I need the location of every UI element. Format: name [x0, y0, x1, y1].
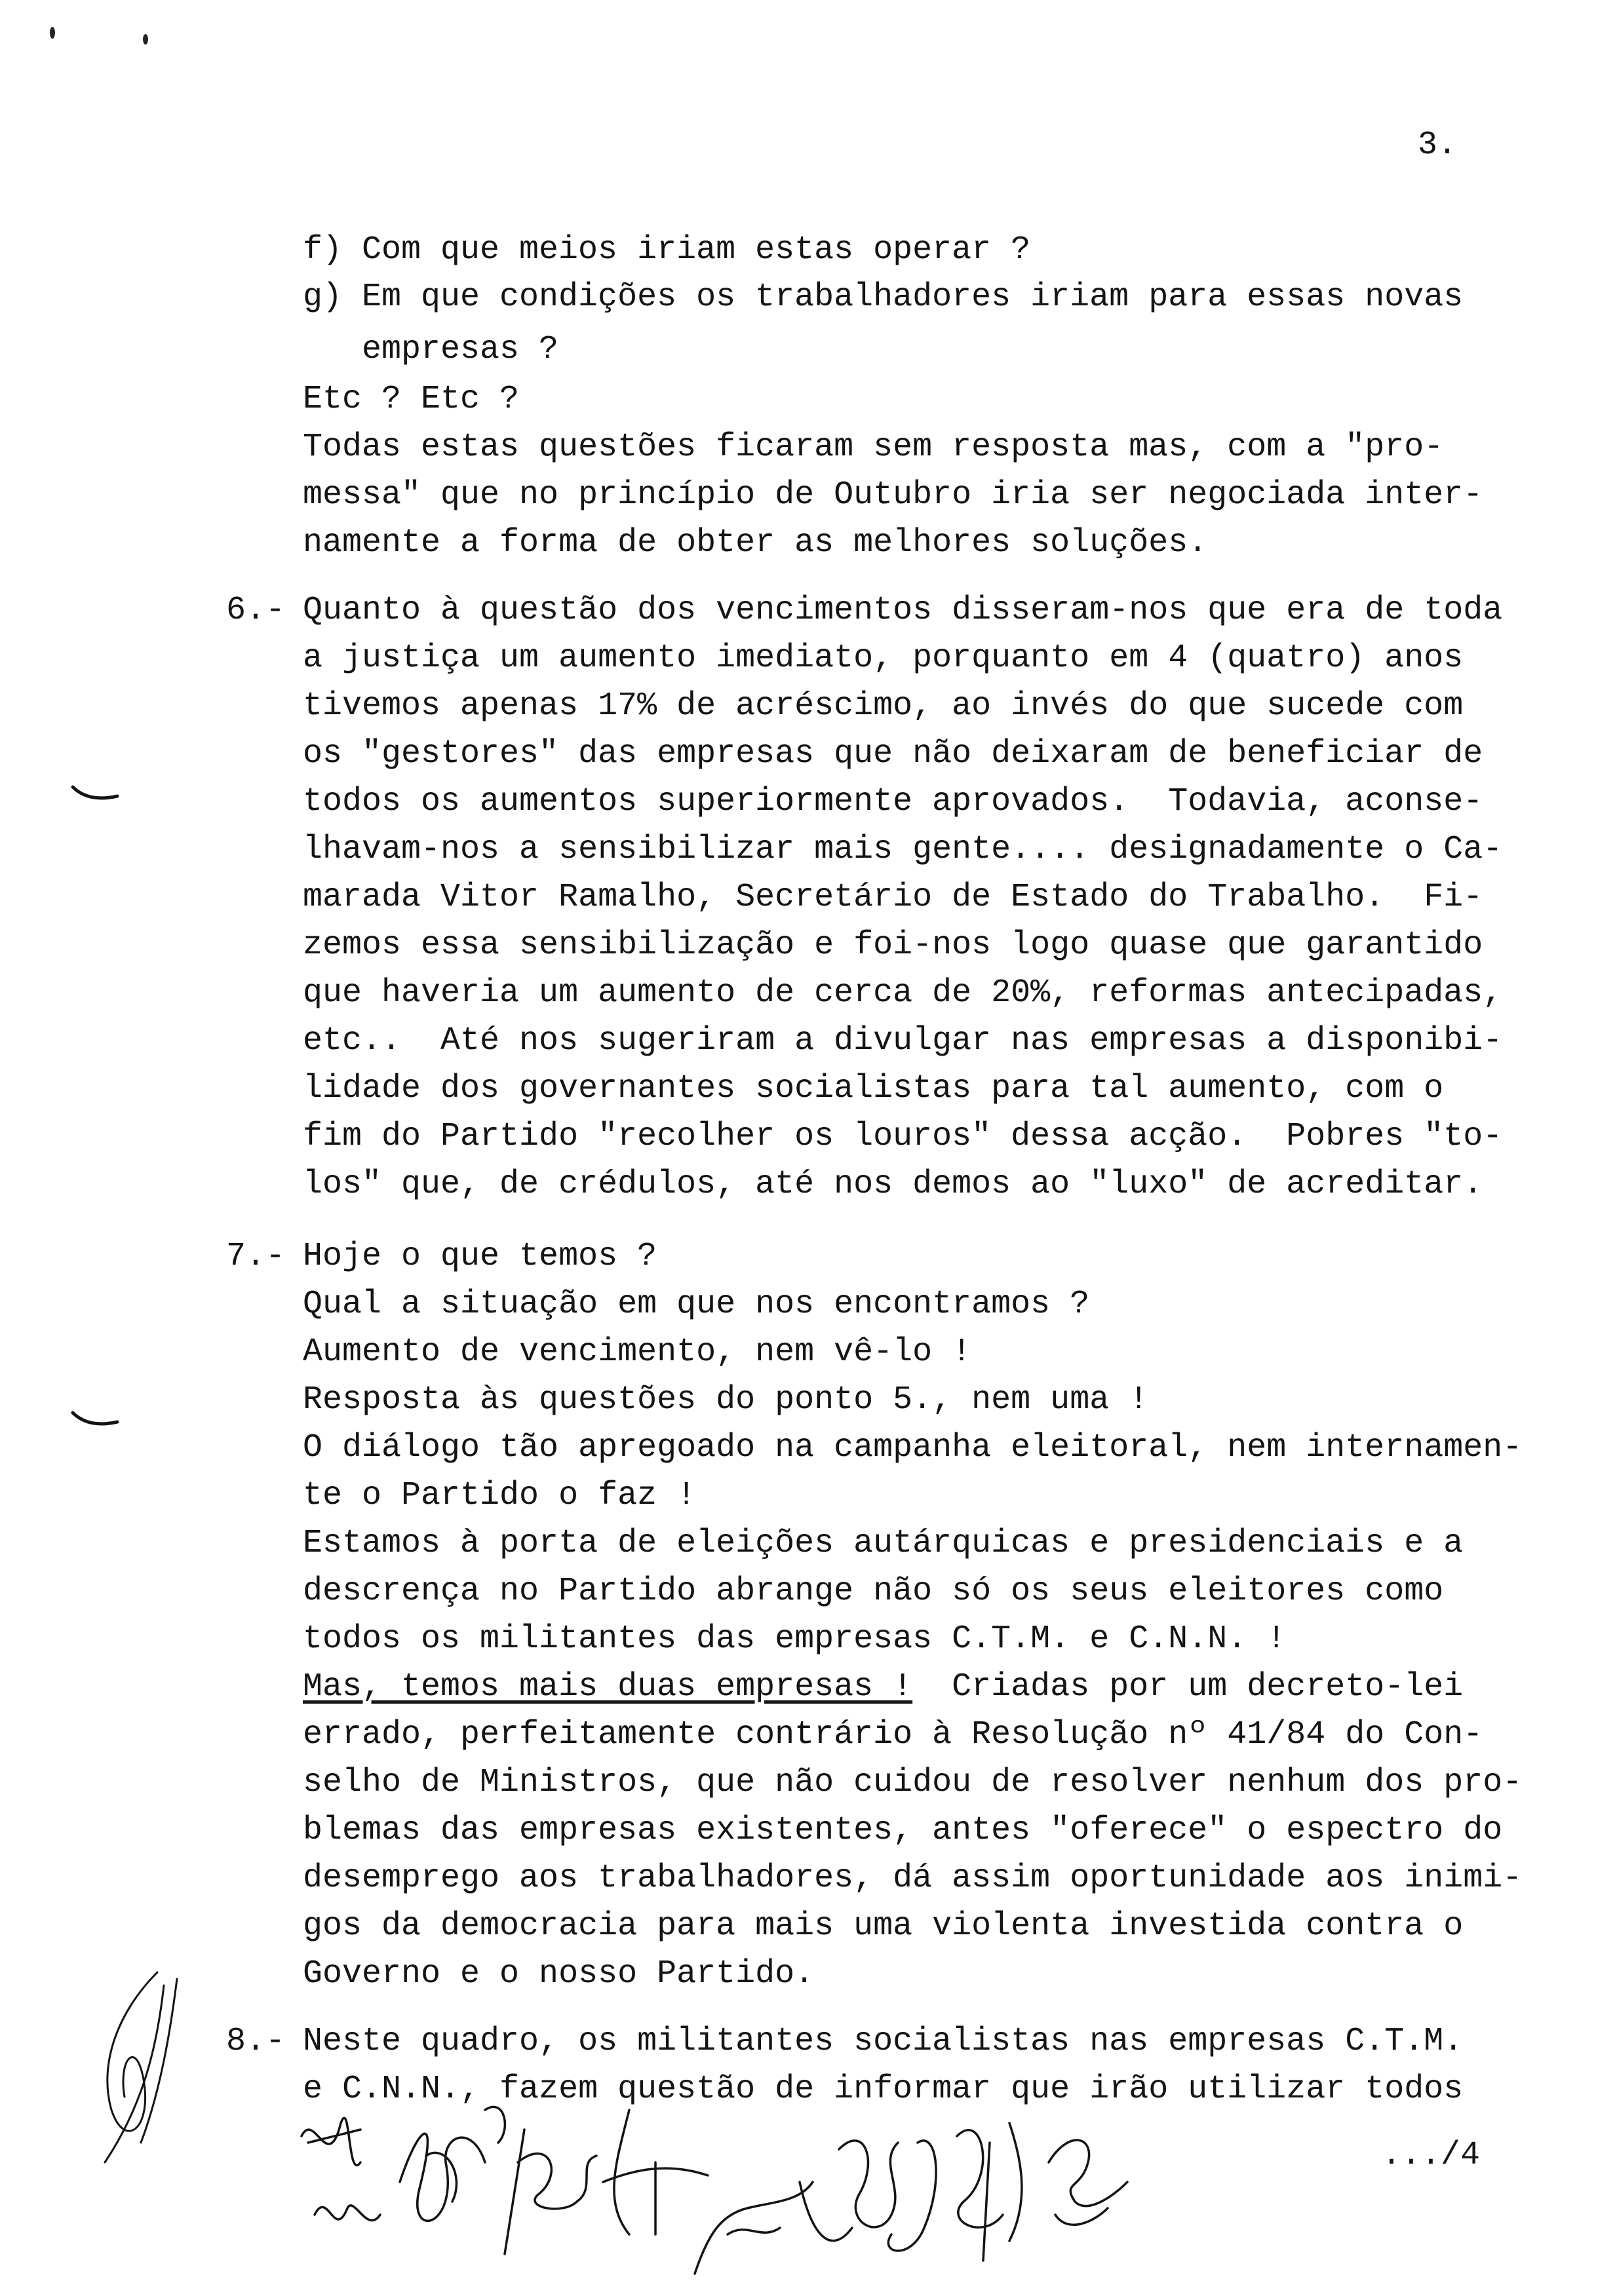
section-6-line: lidade dos governantes socialistas para tal aumento, com o [303, 1070, 1444, 1107]
section-8-line: e C.N.N., fazem questão de informar que irão utilizar todos [303, 2071, 1464, 2108]
item-g-text-cont: empresas ? [362, 331, 559, 368]
section-8-line: Neste quadro, os militantes socialistas nas empresas C.T.M. [303, 2023, 1464, 2060]
section-7-line: blemas das empresas existentes, antes "oferece" o espectro do [303, 1812, 1503, 1849]
section-6-line: zemos essa sensibilização e foi-nos logo quase que garantido [303, 927, 1483, 964]
section-7-line: desemprego aos trabalhadores, dá assim oportunidade aos inimi- [303, 1860, 1523, 1897]
summary-line: namente a forma de obter as melhores soluções. [303, 524, 1208, 562]
underlined-rest: Criadas por um decreto-lei [912, 1668, 1464, 1706]
section-6-line: os "gestores" das empresas que não deixaram de beneficiar de [303, 735, 1483, 773]
section-7-line: O diálogo tão apregoado na campanha eleitoral, nem internamen- [303, 1429, 1523, 1466]
section-7-line: Estamos à porta de eleições autárquicas e presidenciais e a [303, 1525, 1464, 1562]
section-7-line: errado, perfeitamente contrário à Resolução nº 41/84 do Con- [303, 1716, 1483, 1753]
item-f-label: f) [303, 231, 343, 269]
margin-initials-signature [79, 1959, 197, 2169]
margin-check-mark [69, 783, 121, 809]
margin-check-mark [69, 1409, 121, 1435]
section-6-line: a justiça um aumento imediato, porquanto em 4 (quatro) anos [303, 640, 1464, 677]
signatures-row [288, 2084, 1140, 2293]
section-6-line: que haveria um aumento de cerca de 20%, reformas antecipadas, [303, 974, 1503, 1012]
section-6-line: lhavam-nos a sensibilizar mais gente.... designadamente o Ca- [303, 831, 1503, 868]
section-7-line: Resposta às questões do ponto 5., nem uma ! [303, 1381, 1149, 1419]
section-6-line: fim do Partido "recolher os louros" dessa acção. Pobres "to- [303, 1118, 1503, 1155]
summary-line: Todas estas questões ficaram sem resposta mas, com a "pro- [303, 429, 1444, 466]
item-f-text: Com que meios iriam estas operar ? [362, 231, 1031, 269]
section-7-line: Qual a situação em que nos encontramos ? [303, 1286, 1090, 1323]
section-7-line: Governo e o nosso Partido. [303, 1955, 815, 1993]
section-7-line-underlined [303, 1668, 1463, 1707]
section-7-number: 7.- [226, 1238, 286, 1275]
section-7-line: todos os militantes das empresas C.T.M. e C.N.N. ! [303, 1620, 1287, 1658]
item-g-label: g) [303, 278, 343, 316]
continuation-marker: .../4 [1382, 2137, 1481, 2174]
section-8-number: 8.- [226, 2023, 286, 2060]
section-7-line: te o Partido o faz ! [303, 1477, 697, 1514]
section-7-line: Aumento de vencimento, nem vê-lo ! [303, 1333, 972, 1371]
page-number: 3. [1418, 126, 1458, 164]
item-g-text: Em que condições os trabalhadores iriam para essas novas [362, 278, 1464, 316]
section-6-line: todos os aumentos superiormente aprovados. Todavia, aconse- [303, 783, 1483, 820]
scan-specks [0, 0, 197, 79]
section-7-line: selho de Ministros, que não cuidou de resolver nenhum dos pro- [303, 1764, 1523, 1801]
section-7-line: descrença no Partido abrange não só os seus eleitores como [303, 1573, 1444, 1610]
section-6-line: etc.. Até nos sugeriram a divulgar nas empresas a disponibi- [303, 1022, 1503, 1060]
section-6-line: los" que, de crédulos, até nos demos ao "luxo" de acreditar. [303, 1166, 1483, 1203]
etc-line: Etc ? Etc ? [303, 381, 520, 418]
section-6-line: marada Vitor Ramalho, Secretário de Estado do Trabalho. Fi- [303, 879, 1483, 916]
section-7-line: gos da democracia para mais uma violenta investida contra o [303, 1907, 1464, 1945]
section-7-line: Hoje o que temos ? [303, 1238, 657, 1275]
summary-line: messa" que no princípio de Outubro iria ser negociada inter- [303, 476, 1483, 514]
section-6-line: tivemos apenas 17% de acréscimo, ao invés do que sucede com [303, 687, 1464, 725]
section-6-number: 6.- [226, 592, 286, 629]
section-6-line: Quanto à questão dos vencimentos disseram-nos que era de toda [303, 592, 1503, 629]
underlined-phrase: Mas, temos mais duas empresas ! [303, 1668, 913, 1706]
